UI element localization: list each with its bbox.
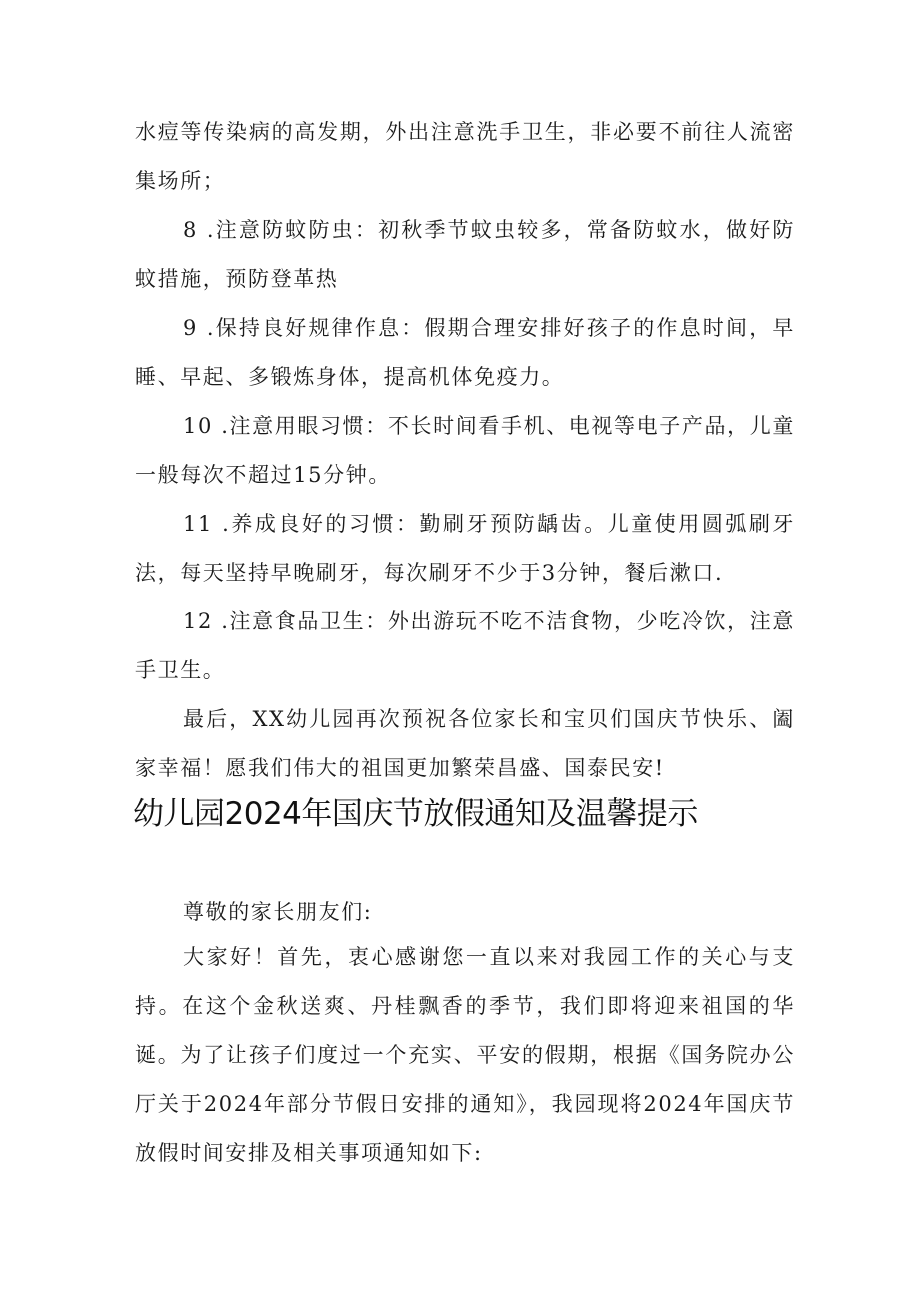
closing-paragraph: 最后，XX幼儿园再次预祝各位家长和宝贝们国庆节快乐、阖家幸福！愿我们伟大的祖国更加繁荣昌盛、国泰民安! xyxy=(135,707,795,780)
list-item-12: 12 .注意食品卫生：外出游玩不吃不洁食物，少吃冷饮，注意手卫生。 xyxy=(135,609,795,682)
list-item-8: 8 .注意防蚊防虫：初秋季节蚊虫较多，常备防蚊水，做好防蚊措施，预防登革热 xyxy=(135,218,795,291)
paragraph-continuation: 水痘等传染病的高发期，外出注意洗手卫生，非必要不前往人流密集场所； xyxy=(135,120,795,193)
salutation: 尊敬的家长朋友们: xyxy=(183,900,373,924)
document-title: 幼儿园2024年国庆节放假通知及温馨提示 xyxy=(133,796,698,832)
list-item-10: 10 .注意用眼习惯：不长时间看手机、电视等电子产品，儿童一般每次不超过15分钟。 xyxy=(135,414,795,487)
list-item-11: 11 .养成良好的习惯：勤刷牙预防龋齿。儿童使用圆弧刷牙法，每天坚持早晚刷牙，每次刷牙不少于3分钟，餐后漱口. xyxy=(135,512,795,585)
list-item-9: 9 .保持良好规律作息：假期合理安排好孩子的作息时间，早睡、早起、多锻炼身体，提高机体免疫力。 xyxy=(135,316,795,389)
intro-paragraph: 大家好！首先，衷心感谢您一直以来对我园工作的关心与支持。在这个金秋送爽、丹桂飘香的季节，我们即将迎来祖国的华诞。为了让孩子们度过一个充实、平安的假期，根据《国务院办公厅关于2024年部分节假日安排的通知》，我园现将2024年国庆节放假时间安排及相关事项通知如下: xyxy=(135,945,795,1165)
